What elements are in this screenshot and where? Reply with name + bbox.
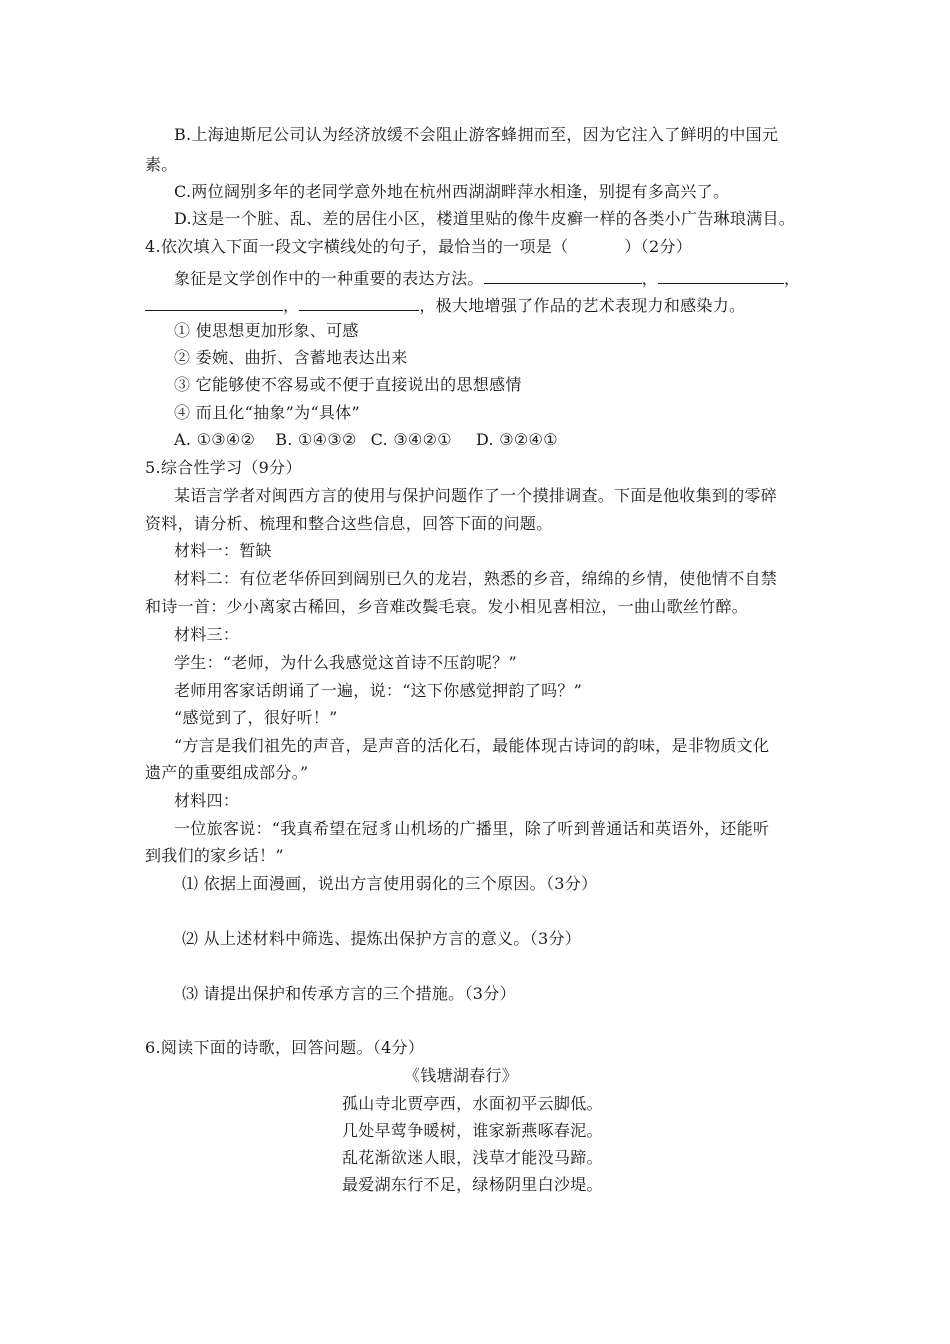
q6-poem-line-3: 乱花渐欲迷人眼，浅草才能没马蹄。 [342, 1148, 603, 1167]
q5-material-3-student: 学生：“老师，为什么我感觉这首诗不压韵呢？” [174, 653, 517, 672]
q4-blank-3[interactable] [145, 293, 283, 311]
q4-passage-line2 [145, 293, 745, 317]
q5-subquestion-2: ⑵ 从上述材料中筛选、提炼出保护方言的意义。（3分） [182, 929, 582, 948]
q4-item-1: ① 使思想更加形象、可感 [174, 321, 359, 340]
q5-material-3-quote-line1: “方言是我们祖先的声音，是声音的活化石，最能体现古诗词的韵味，是非物质文化 [174, 736, 770, 755]
q5-material-3-teacher: 老师用客家话朗诵了一遍，说：“这下你感觉押韵了吗？” [174, 681, 583, 700]
q4-blank-2[interactable] [658, 266, 784, 284]
q6-heading: 6.阅读下面的诗歌，回答问题。（4分） [145, 1038, 425, 1057]
q5-subquestion-1: ⑴ 依据上面漫画，说出方言使用弱化的三个原因。（3分） [182, 874, 598, 893]
q4-passage-line1 [174, 266, 800, 290]
q5-subquestion-3: ⑶ 请提出保护和传承方言的三个措施。（3分） [182, 984, 516, 1003]
q3-option-d: D.这是一个脏、乱、差的居住小区，楼道里贴的像牛皮癣一样的各类小广告琳琅满目。 [174, 209, 796, 228]
q5-material-1: 材料一：暂缺 [174, 541, 272, 560]
q4-comma-1: ， [641, 269, 659, 288]
q5-material-4-line1: 一位旅客说：“我真希望在冠豸山机场的广播里，除了听到普通话和英语外，还能听 [174, 819, 770, 838]
q6-poem-line-4: 最爱湖东行不足，绿杨阴里白沙堤。 [342, 1175, 603, 1194]
q5-intro-line2: 资料，请分析、梳理和整合这些信息，回答下面的问题。 [145, 514, 553, 533]
q5-material-3-quote-line2: 遗产的重要组成部分。” [145, 763, 309, 782]
q4-blank-1[interactable] [484, 266, 642, 284]
q4-item-3: ③ 它能够使不容易或不便于直接说出的思想感情 [174, 375, 522, 394]
q3-option-b-line2: 素。 [145, 155, 178, 174]
q4-item-4: ④ 而且化“抽象”为“具体” [174, 403, 361, 422]
q4-choice-a[interactable]: A. ①③④② [174, 430, 256, 449]
q6-poem-line-1: 孤山寺北贾亭西，水面初平云脚低。 [342, 1094, 603, 1113]
q4-comma-2: ， [784, 269, 801, 288]
q4-choice-b[interactable]: B. ①④③② [275, 430, 357, 449]
q5-material-2-line1: 材料二：有位老华侨回到阔别已久的龙岩，熟悉的乡音，绵绵的乡情，使他情不自禁 [174, 569, 778, 588]
q4-stem-suffix: ）（2分） [624, 237, 693, 256]
q6-poem-title: 《钱塘湖春行》 [404, 1066, 519, 1085]
q5-heading: 5.综合性学习（9分） [145, 458, 302, 477]
q6-poem-line-2: 几处早莺争暖树，谁家新燕啄春泥。 [342, 1121, 603, 1140]
q4-choice-c[interactable]: C. ③④②① [370, 430, 452, 449]
q3-option-b-line1: B.上海迪斯尼公司认为经济放缓不会阻止游客蜂拥而至，因为它注入了鲜明的中国元 [174, 125, 779, 144]
q5-intro-line1: 某语言学者对闽西方言的使用与保护问题作了一个摸排调查。下面是他收集到的零碎 [174, 486, 778, 505]
q5-material-4-label: 材料四： [174, 791, 240, 810]
q4-choices [174, 429, 558, 451]
q4-blank-4[interactable] [299, 293, 419, 311]
q4-passage-intro: 象征是文学创作中的一种重要的表达方法。 [174, 269, 484, 288]
q5-material-4-line2: 到我们的家乡话！” [145, 846, 284, 865]
q5-material-3-reply: “感觉到了，很好听！” [174, 708, 338, 727]
q4-stem-prefix: 4.依次填入下面一段文字横线处的句子，最恰当的一项是（ [145, 237, 569, 256]
q5-material-3-label: 材料三： [174, 625, 240, 644]
q3-option-c: C.两位阔别多年的老同学意外地在杭州西湖湖畔萍水相逢，别提有多高兴了。 [174, 182, 730, 201]
q4-stem [145, 236, 692, 258]
q4-comma-3: ， [283, 296, 300, 315]
q5-material-2-line2: 和诗一首：少小离家古稀回，乡音难改鬓毛衰。发小相见喜相泣，一曲山歌丝竹醉。 [145, 597, 749, 616]
q4-choice-d[interactable]: D. ③②④① [475, 430, 558, 449]
q4-passage-end: ，极大地增强了作品的艺术表现力和感染力。 [419, 296, 746, 315]
q4-item-2: ② 委婉、曲折、含蓄地表达出来 [174, 348, 408, 367]
